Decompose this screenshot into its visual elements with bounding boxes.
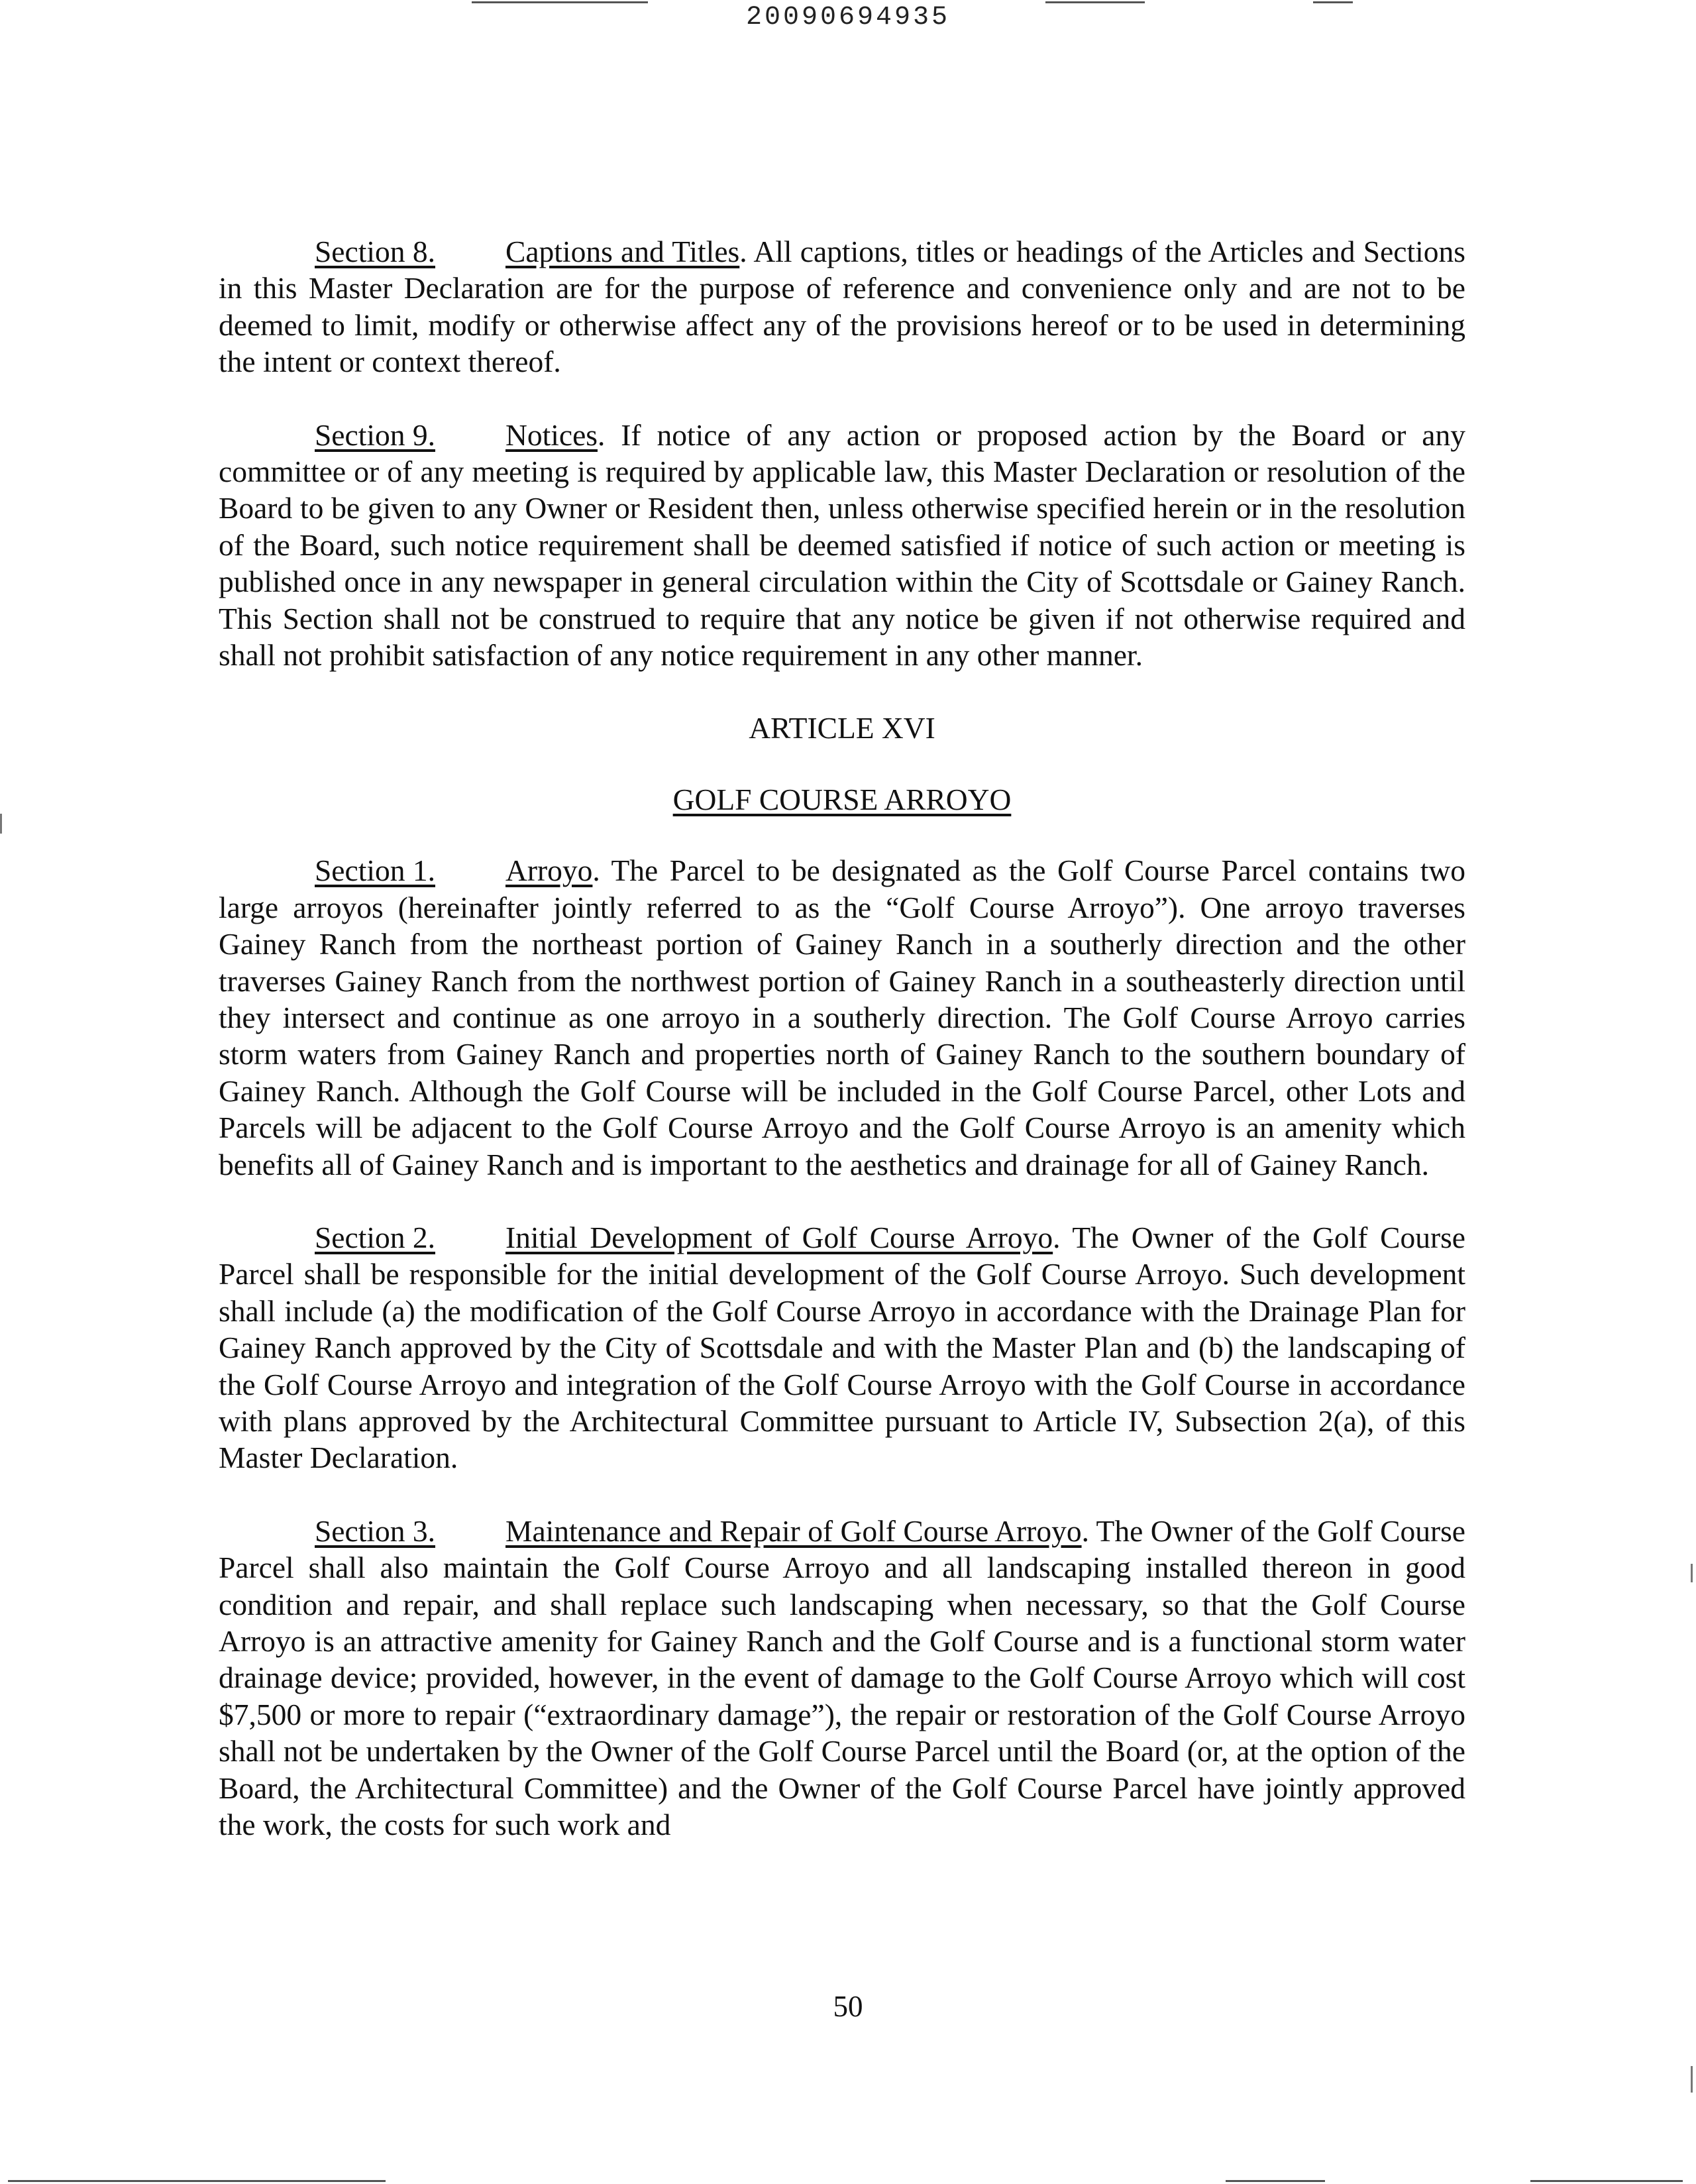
section-number: Section 3. xyxy=(315,1513,435,1548)
section-title: Captions and Titles xyxy=(505,235,740,268)
section-title: Initial Development of Golf Course Arroyo xyxy=(505,1220,1053,1254)
section-title: Notices xyxy=(505,417,598,452)
section-number: Section 1. xyxy=(315,853,435,888)
article-section-1-paragraph xyxy=(219,852,1465,1183)
scan-artifact-tick xyxy=(1691,1564,1693,1582)
section-8-paragraph xyxy=(219,233,1465,380)
section-title: Arroyo xyxy=(505,853,593,888)
article-title-text: GOLF COURSE ARROYO xyxy=(672,782,1012,816)
section-body: . If notice of any action or proposed action by the Board or any committee or of any meeting is required by applicable law, this Master Declaration or resolution of the Board to be given to any Owner or Resident then, unless otherwise specified herein or in the resolution of the Board, such notice requirement shall be deemed satisfied if notice of such action or meeting is published once in any newspaper in general circulation within the City of Scottsdale or Gainey Ranch. This Section shall not be construed to require that any notice be given if not otherwise required and shall not prohibit satisfaction of any notice requirement in any other manner. xyxy=(219,417,1465,673)
scan-artifact-line xyxy=(8,2180,386,2182)
section-number: Section 9. xyxy=(315,417,435,452)
scan-artifact-line xyxy=(1530,2180,1683,2182)
section-body: . The Owner of the Golf Course Parcel shall also maintain the Golf Course Arroyo and all landscaping installed thereon in good condition and repair, and shall replace such landscaping when necessary, so that the Golf Course Arroyo is an attractive amenity for Gainey Ranch and the Golf Course and is a functional storm water drainage device; provided, however, in the event of damage to the Golf Course Arroyo which will cost $7,500 or more to repair (“extraordinary damage”), the repair or restoration of the Golf Course Arroyo shall not be undertaken by the Owner of the Golf Course Parcel until the Board (or, at the option of the Board, the Architectural Committee) and the Owner of the Golf Course Parcel have jointly approved the work, the costs for such work and xyxy=(219,1513,1465,1842)
article-section-3-paragraph xyxy=(219,1513,1465,1843)
scan-artifact-tick xyxy=(0,814,2,834)
document-body xyxy=(219,233,1465,1879)
article-title xyxy=(219,781,1465,818)
section-body: . The Owner of the Golf Course Parcel shall be responsible for the initial development of the Golf Course Arroyo. Such development shall include (a) the modification of the Golf Course Arroyo in accordance with the Drainage Plan for Gainey Ranch approved by the City of Scottsdale and with the Master Plan and (b) the landscaping of the Golf Course Arroyo and integration of the Golf Course Arroyo with the Golf Course in accordance with plans approved by the Architectural Committee pursuant to Article IV, Subsection 2(a), of this Master Declaration. xyxy=(219,1220,1465,1475)
section-9-paragraph xyxy=(219,417,1465,674)
section-body: . The Parcel to be designated as the Golf Course Parcel contains two large arroyos (hereinafter jointly referred to as the “Golf Course Arroyo”). One arroyo traverses Gainey Ranch from the northeast portion of Gainey Ranch in a southerly direction and the other traverses Gainey Ranch from the northwest portion of Gainey Ranch in a southeasterly direction until they intersect and continue as one arroyo in a southerly direction. The Golf Course Arroyo carries storm waters from Gainey Ranch and properties north of Gainey Ranch to the southern boundary of Gainey Ranch. Although the Golf Course will be included in the Golf Course Parcel, other Lots and Parcels will be adjacent to the Golf Course Arroyo and the Golf Course Arroyo is an amenity which benefits all of Gainey Ranch and is important to the aesthetics and drainage for all of Gainey Ranch. xyxy=(219,853,1465,1181)
section-body: . All captions, titles or headings of the Articles and Sections in this Master Declaration are for the purpose of reference and convenience only and are not to be deemed to limit, modify or otherwise affect any of the provisions hereof or to be used in determining the intent or context thereof. xyxy=(219,235,1465,379)
section-number: Section 2. xyxy=(315,1220,435,1254)
article-heading: ARTICLE XVI xyxy=(749,711,935,745)
article-section-2-paragraph xyxy=(219,1219,1465,1476)
document-number: 20090694935 xyxy=(745,3,951,32)
section-number: Section 8. xyxy=(315,235,435,268)
section-title: Maintenance and Repair of Golf Course Arroyo xyxy=(505,1513,1082,1548)
page-number: 50 xyxy=(833,1990,863,2023)
scan-artifact-line xyxy=(1226,2180,1325,2182)
scan-artifact-tick xyxy=(1691,2066,1693,2093)
